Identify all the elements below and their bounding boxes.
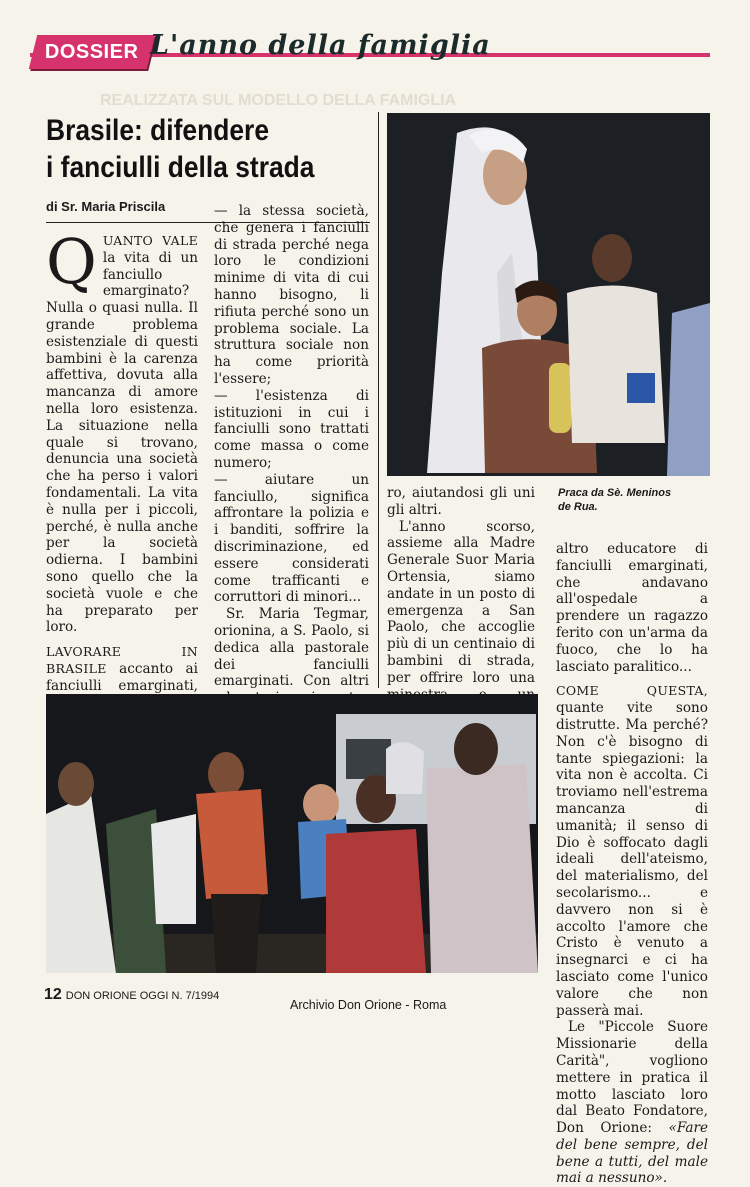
bleed-through-text: REALIZZATA SUL MODELLO DELLA FAMIGLIA	[100, 92, 457, 109]
article-column-2: — la stessa società, che genera i fanciulli di strada perché nega loro le condizioni minime di vita di cui hanno bisogno, li rifiuta perché sono un problema sociale. La struttura sociale non ha come priorità l'essere; — l'esistenza di istituzioni in cui i fanciulli sono trattati come massa o come numero; — aiutare un fanciullo, significa affrontare la polizia e i banditi, soffrire la discriminazione, ed essere considerati come trafficanti e corruttori di minori... Sr. Maria Tegmar, orionina, a S. Paolo, si dedica alla pastorale dei fanciulli emarginati. Con altri	[214, 203, 369, 690]
column-divider	[378, 112, 379, 688]
byline: di Sr. Maria Priscila	[46, 199, 166, 214]
photo-nun-with-children	[387, 113, 710, 476]
article-column-4: altro educatore di fanciulli emarginati, che andavano all'ospedale a prendere un ragazzo ferito con un'arma da fuoco, che lo ha lasciato paralitico... COME QUESTA, quante vite sono distrutte. Ma perché? Non c'è bisogno di tante spiegazioni: la vita non è accolta. Ci troviamo nell'estrema mancanza di umanità; il senso di Dio è soffocato dagli ideali dell'ateismo, del materialismo, del secolarismo... e davvero non si è accolto l'amore che Cristo è venuto a insegnarci e ci ha lasciato come l'unico valore che non passerà mai. Le "Piccole Suore Missionarie della Carità", vogliono mettere in pratica il motto lasciato loro dal Beato Fondatore, Don Orione: «Fare del bene sempre, del bene a tutti, del male mai a nessuno».	[556, 541, 709, 1187]
page-title: Brasile: difendere i fanciulli della strada	[46, 114, 315, 184]
archive-credit: Archivio Don Orione - Roma	[290, 998, 447, 1012]
section-tag: DOSSIER	[29, 35, 155, 69]
photo-caption: Praca da Sè. Meninos de Rua.	[558, 487, 672, 513]
article-column-1: QUANTO VALE la vita di un fanciullo emarginato? Nulla o quasi nulla. Il grande problema esistenziale di questi bambini è la carenza affettiva, dovuta alla mancanza di amore nella loro esistenza. La situazione nella quale si trovano, denuncia una società che ha perso i valori fondamentali. La vita è nulla per i piccoli, perché, è nulla anche per la società odierna. I bambini sono quello che la società vuole e che ha preparato per loro. LAVORARE IN BRASILE accanto ai fanciulli emarginati,	[46, 225, 198, 694]
section-title: L'anno della famiglia	[150, 30, 491, 61]
photo-group-of-street-children	[46, 694, 538, 973]
drop-cap: Q	[46, 225, 97, 298]
page-footer: 12 DON ORIONE OGGI N. 7/1994	[44, 986, 220, 1003]
article-column-3: ro, aiutandosi gli uni gli altri. L'anno scorso, assieme alla Madre Generale Suor Maria Ortensia, siamo andate in un posto di emergenza a San Paolo, che accoglie più di un centinaio di bambini di strada, per offrire loro una	[387, 485, 535, 686]
